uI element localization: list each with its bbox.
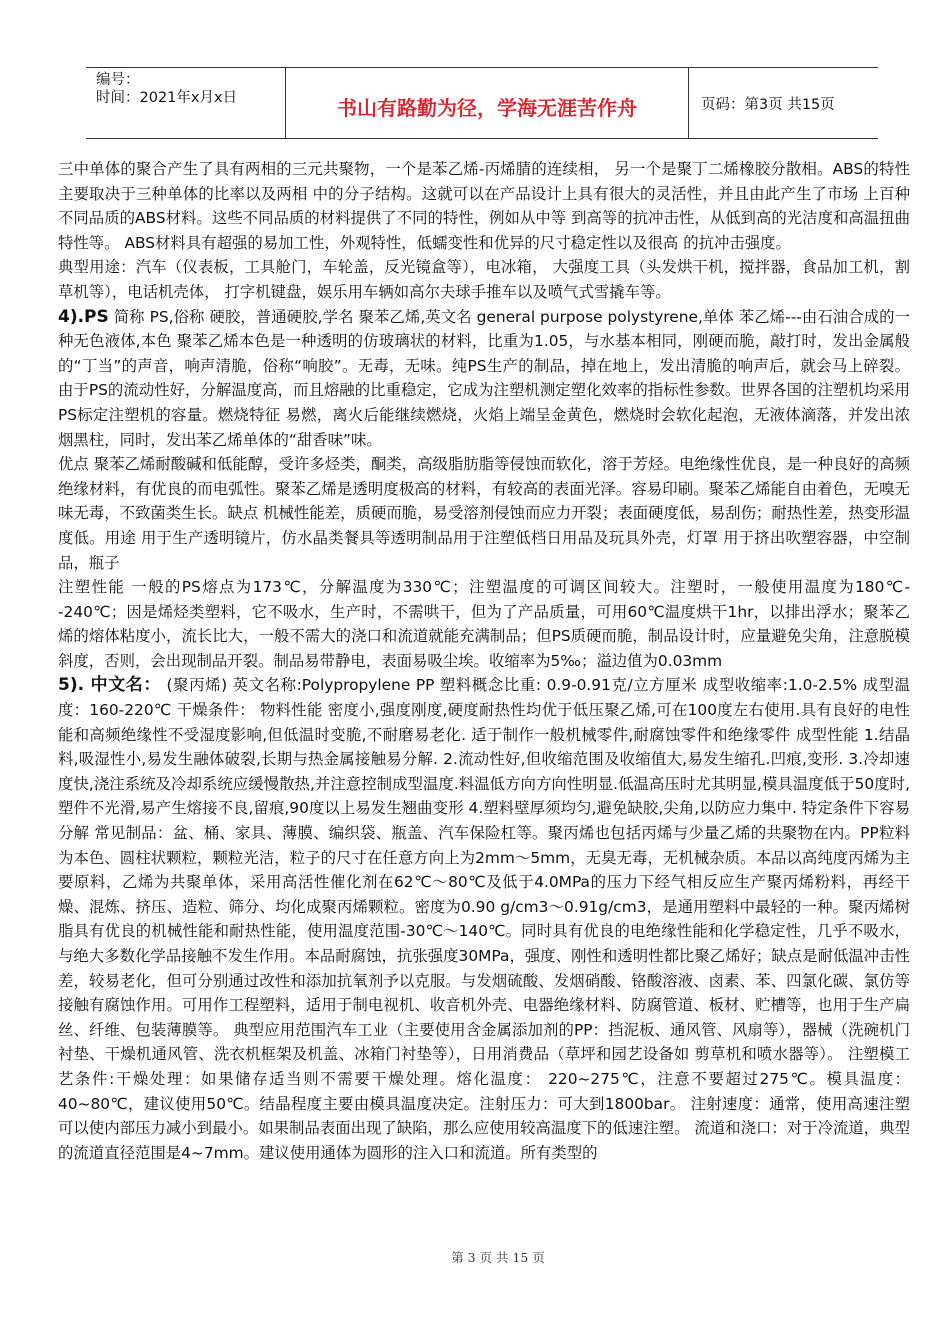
header-page-cell	[689, 68, 878, 138]
page-footer: 第 3 页 共 15 页	[451, 1250, 545, 1265]
header-meta	[86, 68, 286, 138]
paragraph: 4).PS 简称 PS,俗称 硬胶，普通硬胶,学名 聚苯乙烯,英文名 general purpose polystyrene,单体 苯乙烯---由石油合成的一种无色液体,本色 聚苯乙烯本色是一种透明的仿玻璃状的材料，比重为1.05，与水基本相同，刚硬而脆，敲打时，发出金属般的“丁当”的声音，响声清脆，俗称“响胶”。无毒，无味。纯PS生产的制品，掉在地上，发出清脆的响声后，就会马上碎裂。 由于PS的流动性好，分解温度高，而且熔融的比重稳定，它成为注塑机测定塑化效率的指标性参数。世界各国的注塑机均采用PS标定注塑机的容量。燃烧特征 易燃，离火后能继续燃烧，火焰上端呈金黄色，燃烧时会软化起泡，无液体滴落，并发出浓烟黑柱，同时，发出苯乙烯单体的“甜香味”味。	[58, 306, 910, 449]
header-motto: 书山有路勤为径，学海无涯苦作舟	[337, 95, 637, 120]
paragraph: 典型用途：汽车（仪表板，工具舱门，车轮盖，反光镜盒等），电冰箱， 大强度工具（头发烘干机，搅拌器，食品加工机，割草机等），电话机壳体， 打字机键盘，娱乐用车辆如高尔夫球手推车以及喷气式雪撬车等。	[58, 258, 910, 301]
page-header	[86, 67, 878, 139]
paragraph: 优点 聚苯乙烯耐酸碱和低能醇，受许多烃类，酮类，高级脂肪脂等侵蚀而软化，溶于芳烃。电绝缘性优良，是一种良好的高频绝缘材料，有优良的而电弧性。聚苯乙烯是透明度极高的材料，有较高的表面光泽。容易印刷。聚苯乙烯能自由着色，无嗅无味无毒，不致菌类生长。缺点 机械性能差，质硬而脆，易受溶剂侵蚀而应力开裂；表面硬度低，易刮伤；耐热性差，热变形温度低。用途 用于生产透明镜片，仿水晶类餐具等透明制品用于注塑低档日用品及玩具外壳，灯罩 用于挤出吹塑容器，中空制品，瓶子	[58, 455, 910, 572]
document-date: 时间：2021年x月x日	[96, 90, 238, 106]
document-number: 编号：	[96, 72, 140, 88]
section-heading: 4).PS	[58, 306, 109, 327]
paragraph: 5). 中文名： (聚丙烯) 英文名称:Polypropylene PP 塑料概念比重: 0.9-0.91克/立方厘米 成型收缩率:1.0-2.5% 成型温度：160-220℃ 干燥条件： 物料性能 密度小,强度刚度,硬度耐热性均优于低压聚乙烯,可在100度左右使用.具有良好的电性能和高频绝缘性不受湿度影响,但低温时变脆,不耐磨易老化. 适于制作一般机械零件,耐腐蚀零件和绝缘零件 成型性能 1.结晶料,吸湿性小,易发生融体破裂,长期与热金属接触易分解. 2.流动性好,但收缩范围及收缩值大,易发生缩孔.凹痕,变形. 3.冷却速度快,浇注系统及冷却系统应缓慢散热,并注意控制成型温度.料温低方向方向性明显.低温高压时尤其明显,模具温度低于50度时,塑件不光滑,易产生熔接不良,留痕,90度以上易发生翘曲变形 4.塑料壁厚须均匀,避免缺胶,尖角,以防应力集中. 特定条件下容易分解 常见制品：盆、桶、家具、薄膜、编织袋、瓶盖、汽车保险杠等。聚丙烯也包括丙烯与少量乙烯的共聚物在内。PP粒料为本色、圆柱状颗粒，颗粒光洁，粒子的尺寸在任意方向上为2mm～5mm，无臭无毒，无机械杂质。本品以高纯度丙烯为主要原料，乙烯为共聚单体，采用高活性催化剂在62℃～80℃及低于4.0MPa的压力下经气相反应生产聚丙烯粉料，再经干燥、混炼、挤压、造粒、筛分、均化成聚丙烯颗粒。密度为0.90 g/cm3～0.91g/cm3，是通用塑料中最轻的一种。聚丙烯树脂具有优良的机械性能和耐热性能，使用温度范围-30℃～140℃。同时具有优良的电绝缘性能和化学稳定性，几乎不吸水，与绝大多数化学品接触不发生作用。本品耐腐蚀，抗张强度30MPa，强度、刚性和透明性都比聚乙烯好；缺点是耐低温冲击性差，较易老化，但可分别通过改性和添加抗氧剂予以克服。与发烟硫酸、发烟硝酸、铬酸溶液、卤素、苯、四氯化碳、氯仿等接触有腐蚀作用。可用作工程塑料，适用于制电视机、收音机外壳、电器绝缘材料、防腐管道、板材、贮槽等，也用于生产扁丝、纤维、包装薄膜等。 典型应用范围汽车工业（主要使用含金属添加剂的PP：挡泥板、通风管、风扇等），器械（洗碗机门衬垫、干燥机通风管、洗衣机框架及机盖、冰箱门衬垫等），日用消费品（草坪和园艺设备如 剪草机和喷水器等）。 注塑模工艺条件:干燥处理：如果储存适当则不需要干燥处理。熔化温度： 220~275℃，注意不要超过275℃。模具温度： 40~80℃，建议使用50℃。结晶程度主要由模具温度决定。注射压力：可大到1800bar。 注射速度：通常，使用高速注塑可以使内部压力减小到最小。如果制品表面出现了缺陷，那么应使用较高温度下的低速注塑。 流道和浇口：对于冷流道，典型的流道直径范围是4~7mm。建议使用通体为圆形的注入口和流道。所有类型的	[58, 675, 910, 1162]
section-heading: 5). 中文名：	[58, 675, 162, 696]
paragraph: 注塑性能 一般的PS熔点为173℃，分解温度为330℃；注塑温度的可调区间较大。注塑时，一般使用温度为180℃--240℃；因是烯烃类塑料，它不吸水，生产时，不需哄干，但为了产品质量，可用60℃温度烘干1hr，以排出浮水；聚苯乙烯的熔体粘度小，流长比大，一般不需大的浇口和流道就能充满制品；但PS质硬而脆，制品设计时，应量避免尖角，注意脱模斜度，否则，会出现制品开裂。制品易带静电，表面易吸尘埃。收缩率为5‰；溢边值为0.03mm	[58, 578, 910, 670]
paragraph: 三中单体的聚合产生了具有两相的三元共聚物，一个是苯乙烯-丙烯腈的连续相， 另一个是聚丁二烯橡胶分散相。ABS的特性主要取决于三种单体的比率以及两相 中的分子结构。这就可以在产品设计上具有很大的灵活性，并且由此产生了市场 上百种不同品质的ABS材料。这些不同品质的材料提供了不同的特性，例如从中等 到高等的抗冲击性，从低到高的光洁度和高温扭曲特性等。 ABS材料具有超强的易加工性，外观特性，低蠕变性和优异的尺寸稳定性以及很高 的抗冲击强度。	[58, 160, 910, 252]
document-body	[58, 157, 910, 1165]
page-indicator: 页码：第3页 共15页	[701, 96, 835, 113]
header-motto-cell	[286, 68, 689, 138]
